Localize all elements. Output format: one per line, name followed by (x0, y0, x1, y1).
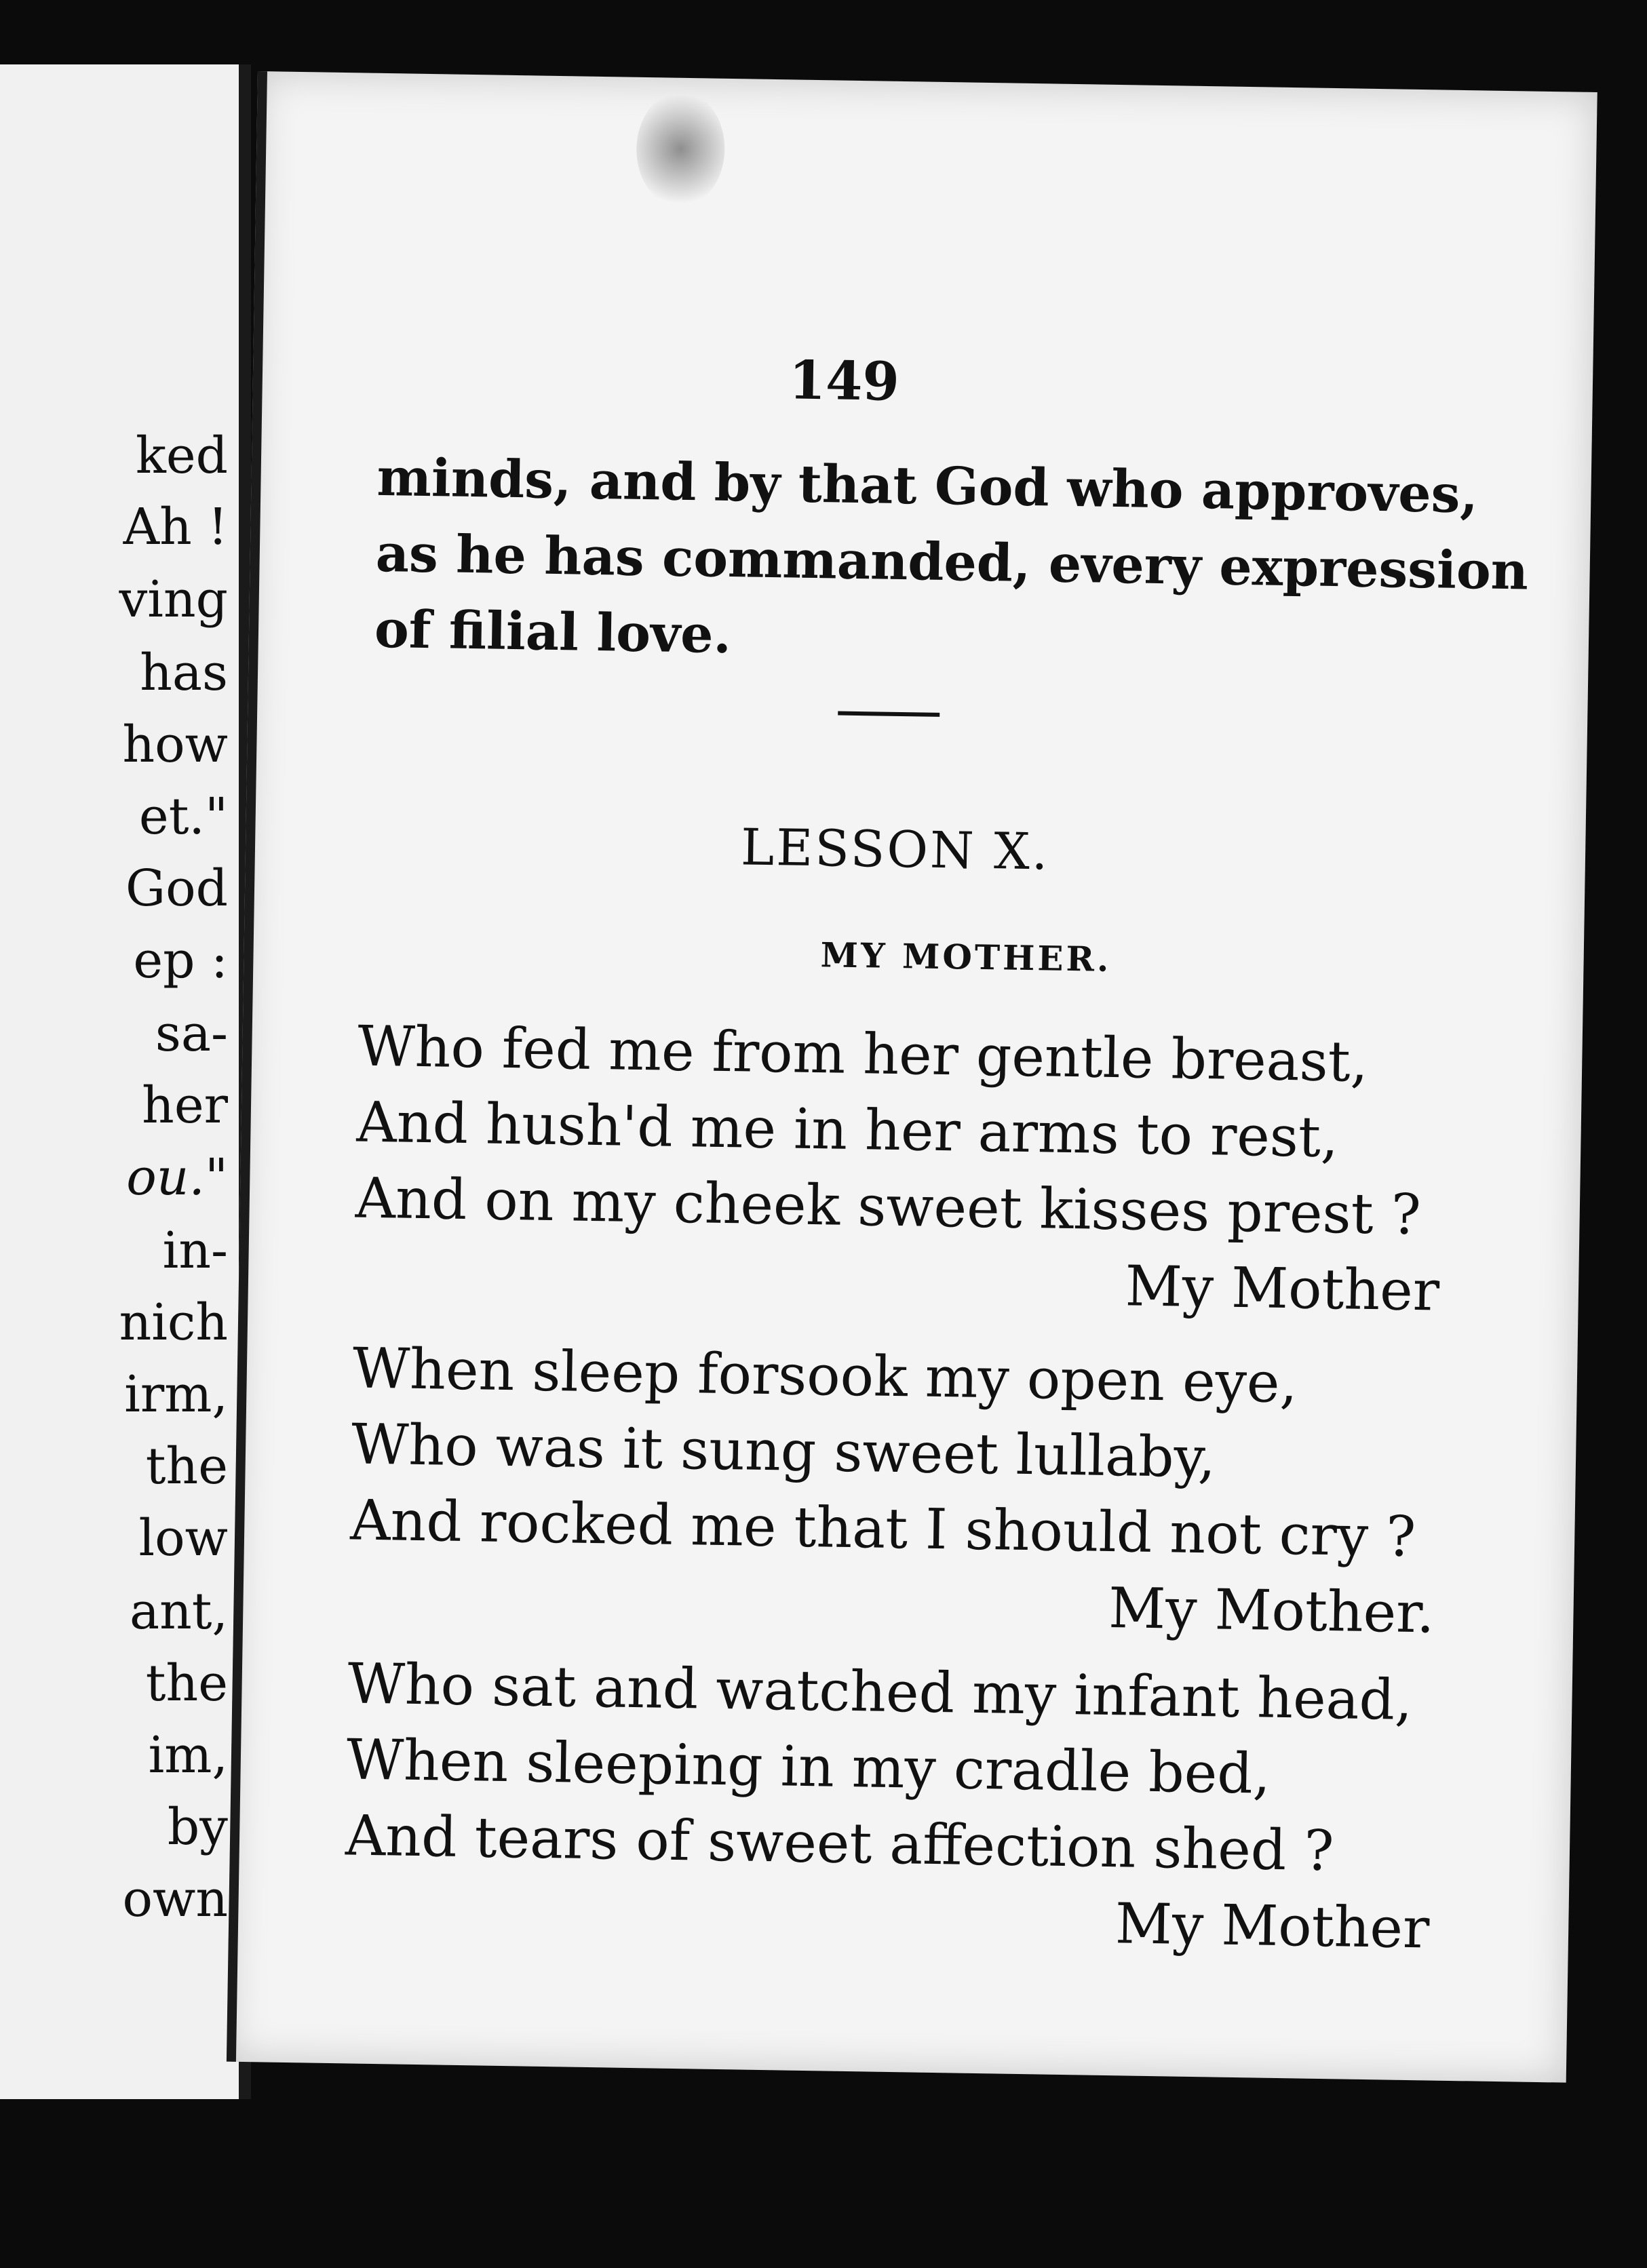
ink-stain (636, 91, 726, 208)
prose-line: as he has commanded, every expression (375, 522, 1529, 602)
poem-line: When sleep forsook my open eye, (352, 1336, 1298, 1416)
left-line-fragment: by (167, 1798, 228, 1856)
poem-line: Who sat and watched my infant head, (347, 1651, 1413, 1734)
poem-line: And rocked me that I should not cry ? (349, 1488, 1416, 1570)
poem-line: When sleeping in my cradle bed, (346, 1727, 1271, 1807)
left-line-fragment: ked (135, 427, 228, 485)
poem-line: And tears of sweet affection shed ? (345, 1803, 1335, 1884)
left-line-fragment: has (140, 644, 228, 702)
poem-stanza (344, 1646, 1461, 1968)
poem-line: And on my cheek sweet kisses prest ? (355, 1166, 1422, 1248)
page-number: 149 (788, 349, 900, 413)
lesson-heading: LESSON X. (740, 818, 1051, 882)
left-line-fragment: et." (138, 787, 228, 846)
left-line-fragment: her (142, 1076, 228, 1135)
section-divider (838, 711, 939, 717)
left-line-fragment: low (138, 1509, 228, 1567)
poem-refrain: My Mother (1115, 1892, 1430, 1961)
left-line-fragment: the (145, 1437, 228, 1495)
left-line-fragment: ep : (133, 931, 228, 990)
prose-line: of filial love. (374, 598, 732, 665)
poem-stanza (353, 1009, 1471, 1331)
left-line-fragment: ving (119, 570, 228, 629)
left-line-fragment: God (125, 859, 228, 918)
poem-line: And hush'd me in her arms to rest, (355, 1090, 1339, 1171)
poem-title: MY MOTHER. (820, 935, 1112, 979)
poem-line: Who fed me from her gentle breast, (357, 1014, 1369, 1095)
left-line-fragment: sa- (155, 1004, 228, 1063)
left-line-fragment: ant, (129, 1582, 228, 1641)
left-line-fragment: the (145, 1654, 228, 1713)
left-line-fragment: in- (162, 1221, 228, 1280)
left-line-fragment: ou." (126, 1148, 228, 1207)
prose-paragraph (374, 439, 1530, 686)
right-page (227, 71, 1597, 2083)
poem-refrain: My Mother. (1108, 1576, 1435, 1646)
prose-line: minds, and by that God who approves, (376, 446, 1479, 525)
poem-refrain: My Mother (1125, 1254, 1440, 1324)
left-line-fragment: nich (119, 1293, 228, 1352)
left-line-fragment: own (122, 1870, 228, 1928)
left-page (0, 64, 251, 2099)
left-line-fragment: irm, (124, 1365, 228, 1424)
poem-stanza (349, 1331, 1466, 1652)
left-line-fragment: how (122, 716, 228, 774)
left-line-fragment: Ah ! (123, 498, 228, 556)
left-line-fragment: im, (148, 1726, 228, 1784)
poem-line: Who was it sung sweet lullaby, (351, 1412, 1216, 1491)
